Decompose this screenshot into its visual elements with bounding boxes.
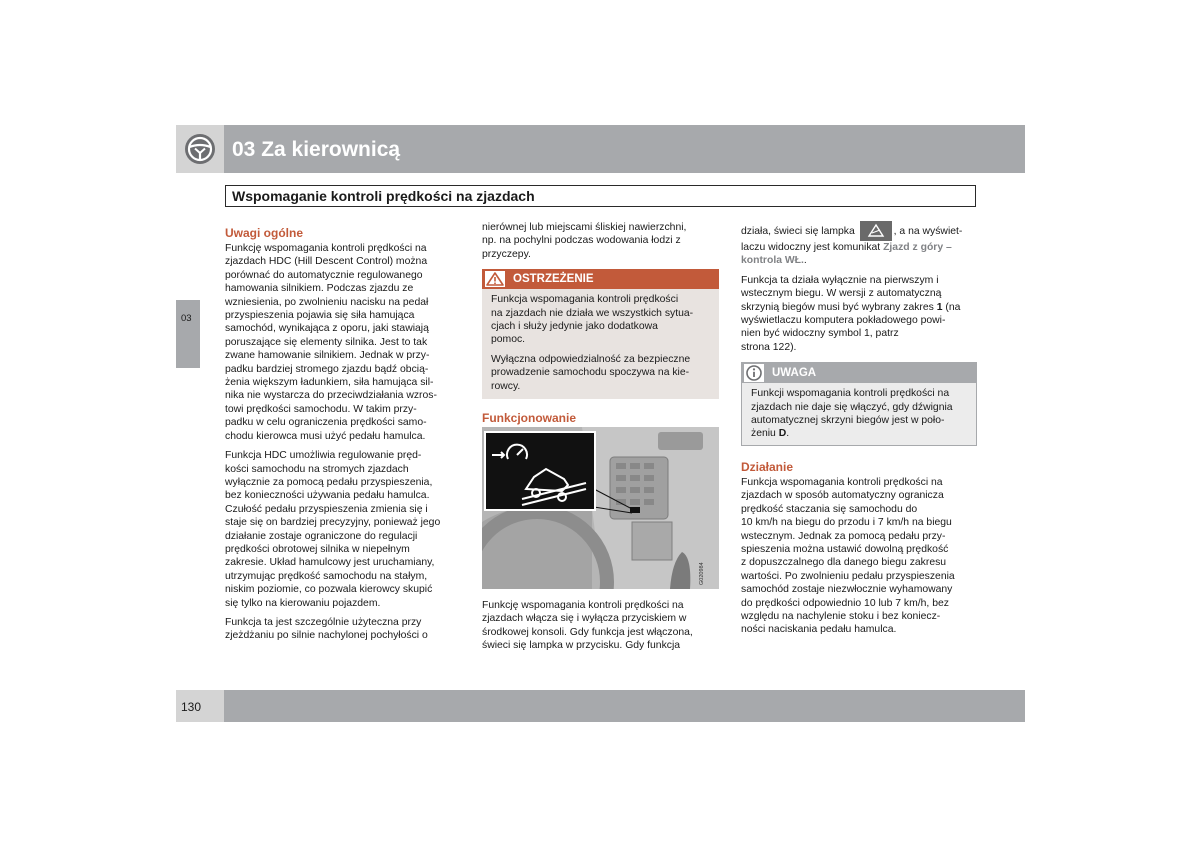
paragraph: Funkcja wspomagania kontroli prędkości na zjazdach w sposób automatyczny ogranicza prędkość staczania się samochodu do 10 km/h na biegu do przodu i 7 km/h na biegu wstecznym. Jednak za pomocą pedału przy- spieszenia można ustawić dowolną prędkość z dopuszczalnego dla danego biegu zakresu wartości. Po zwolnieniu pedału przyspieszenia samochód zostaje niezwłocznie wyhamowany do prędkości odpowiednio 10 lub 7 km/h, bez względu na nachylenie stoku i bez koniecz- ności naciskania pedału hamulca. [741, 476, 955, 636]
footer-bar [224, 690, 1025, 722]
text-column-3 [741, 221, 977, 643]
dashboard-drawing [482, 427, 719, 589]
page-number: 130 [181, 700, 202, 714]
warning-body [482, 289, 719, 399]
text-run: Funkcja ta działa wyłącznie na pierwszym i wstecznym biegu. W wersji z automatyczną skrzynią biegów musi być wybrany zakres [741, 274, 942, 313]
paragraph: Funkcja ta jest szczególnie użyteczna przy zjeżdżaniu po silnie nachylonej pochyłości o [225, 616, 428, 642]
chapter-side-tab [176, 300, 200, 368]
paragraph: Funkcję wspomagania kontroli prędkości na zjazdach HDC (Hill Descent Control) można porównać do automatycznie regulowanego hamowania silnikiem. Podczas zjazdu ze wzniesienia, po zwolnieniu nacisku na pedał przyspieszenia pojawia się siła hamująca samochód, wynikająca z oporu, jaki stawiają poruszające się elementy silnika. Jest to tak zwane hamowanie silnikiem. Jednak w przy- padku bardziej stromego zjazdu bądź obcią- żenia większym ładunkiem, siła hamująca sil- nika nie wystarcza do przeciwdziałania wzros- towi prędkości samochodu. W takim przy- padku w celu ograniczenia prędkości samo- chodu kierowca musi użyć pedału hamulca. [225, 243, 437, 442]
paragraph [741, 274, 977, 354]
heading-operation: Działanie [741, 459, 794, 474]
hdc-lamp-icon [860, 221, 892, 241]
warning-box [482, 269, 719, 399]
text-run: (na wyświetlaczu komputera pokładowego powi- nien być widoczny symbol 1, patrz strona 122). [741, 301, 961, 353]
display-message: Zjazd z góry – kontrola WŁ. [741, 242, 952, 267]
note-text [751, 387, 968, 441]
note-title: UWAGA [772, 366, 817, 379]
warning-header [482, 269, 719, 289]
warning-title: OSTRZEŻENIE [513, 272, 594, 285]
figure-code: G020984 [699, 562, 705, 586]
chapter-icon-box [176, 125, 224, 173]
warning-text: Funkcja wspomagania kontroli prędkości na zjazdach nie działa we wszystkich sytua- cjach i służy jedynie jako dodatkowa pomoc. [491, 294, 694, 346]
paragraph: Funkcję wspomagania kontroli prędkości na zjazdach włącza się i wyłącza przyciskiem w środkowej konsoli. Gdy funkcja jest włączona, świeci się lampka w przycisku. Gdy funkcja [482, 600, 693, 652]
section-title: Wspomaganie kontroli prędkości na zjazdach [232, 188, 535, 204]
text-column-1 [225, 226, 462, 649]
note-box [741, 362, 977, 446]
text-run: Funkcji wspomagania kontroli prędkości na zjazdach nie daje się włączyć, gdy dźwignia automatycznej skrzyni biegów jest w poło- żeniu [751, 388, 953, 440]
heading-functioning: Funkcjonowanie [482, 411, 577, 426]
text-run: , a na wyświet- laczu widoczny jest komunikat [741, 225, 963, 253]
gear-position: D [778, 428, 787, 440]
chapter-side-tab-label: 03 [181, 313, 192, 324]
info-icon [744, 364, 764, 382]
paragraph-lamp [741, 221, 977, 268]
text-run: . [803, 255, 807, 267]
warning-text: Wyłączna odpowiedzialność za bezpieczne prowadzenie samochodu spoczywa na kie- rowcy. [491, 353, 691, 392]
paragraph: nierównej lub miejscami śliskiej nawierzchni, np. na pochylni podczas wodowania łodzi z przyczepy. [482, 222, 687, 260]
text-run: . [786, 428, 790, 440]
text-column-2 [482, 221, 719, 659]
chapter-title: 03 Za kierownicą [232, 138, 401, 161]
gear-range: 1 [936, 301, 943, 313]
paragraph: Funkcja HDC umożliwia regulowanie pręd- kości samochodu na stromych zjazdach wyłącznie za pomocą pedału przyspieszenia, bez konieczności używania pedału hamulca. Czułość pedału przyspieszenia zmienia się i staje się on bardziej precyzyjny, ponieważ jego działanie zostaje ograniczone do regulacji prędkości obrotowej silnika w niepełnym zakresie. Układ hamulcowy jest uruchamiany, utrzymując prędkość samochodu na stałym, niskim poziomie, co pozwala kierowcy skupić się tylko na kierowaniu pojazdem. [225, 450, 441, 609]
text-run: działa, świeci się lampka [741, 225, 855, 237]
steering-wheel-icon [183, 132, 217, 166]
dashboard-illustration [482, 427, 719, 589]
note-body [742, 383, 976, 445]
heading-general-notes: Uwagi ogólne [225, 226, 303, 240]
warning-triangle-icon [485, 271, 505, 287]
note-header [742, 363, 976, 383]
